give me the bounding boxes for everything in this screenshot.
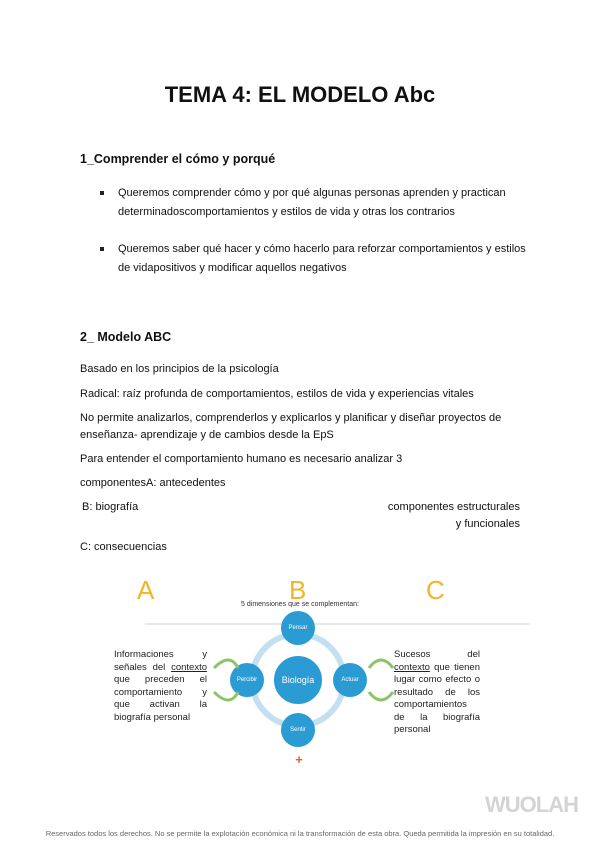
bullet-text: Queremos comprender cómo y por qué algunas personas aprenden y practican determinadoscomportamientos y estilos de vida y otras los contrarios bbox=[118, 187, 506, 218]
paragraph: Radical: raíz profunda de comportamientos, estilos de vida y experiencias vitales bbox=[80, 388, 474, 400]
plus-icon: + bbox=[295, 752, 303, 767]
section1-heading: 1_Comprender el cómo y porqué bbox=[80, 152, 276, 166]
footer-notice: Reservados todos los derechos. No se permite la explotación económica ni la transformación de esta obra. Queda permitida la impresión en su totalidad. bbox=[45, 829, 555, 838]
bullet-square-icon bbox=[100, 247, 104, 251]
letter-b: B bbox=[289, 575, 307, 605]
paragraph-c: C: consecuencias bbox=[80, 541, 167, 553]
node-bottom-label: Sentir bbox=[290, 727, 306, 733]
left-text-part: Informaciones y señales del bbox=[114, 649, 207, 673]
paragraph-b: B: biografía bbox=[82, 501, 139, 513]
node-left-label: Percibir bbox=[236, 677, 258, 683]
node-top-label: Pensar bbox=[288, 625, 308, 631]
antecedents-text bbox=[114, 649, 207, 724]
paragraph: Para entender el comportamiento humano es necesario analizar 3 bbox=[80, 453, 403, 465]
consequences-text bbox=[394, 649, 480, 737]
right-note-line: componentes estructurales bbox=[387, 501, 520, 513]
right-text-part: que tienen lugar como efecto o resultado de los comportamientos de la biografía personal bbox=[394, 661, 480, 735]
page-title: TEMA 4: EL MODELO Abc bbox=[164, 82, 436, 107]
right-note bbox=[330, 499, 520, 533]
paragraph: No permite analizarlos, comprenderlos y explicarlos y planificar y diseñar proyectos de enseñanza- aprendizaje y de cambios desde la EpS bbox=[80, 412, 502, 441]
right-text-part: Sucesos del bbox=[394, 649, 480, 660]
arrow-icon bbox=[369, 692, 393, 700]
list-item bbox=[100, 240, 540, 278]
right-text-link: contexto bbox=[394, 661, 430, 673]
diagram-subtitle: 5 dimensiones que se complementan: bbox=[241, 601, 359, 608]
center-label: Biología bbox=[281, 675, 315, 685]
letter-a: A bbox=[137, 575, 155, 605]
paragraph: componentesA: antecedentes bbox=[80, 477, 226, 489]
arrow-icon bbox=[369, 660, 393, 668]
right-note-line: y funcionales bbox=[455, 518, 520, 530]
bullet-square-icon bbox=[100, 191, 104, 195]
bullet-text: Queremos saber qué hacer y cómo hacerlo para reforzar comportamientos y estilos de vidapositivos y modificar aquellos negativos bbox=[118, 243, 526, 274]
node-right-label: Actuar bbox=[341, 677, 359, 683]
left-text-part: que preceden el comportamiento y que activan la biografía personal bbox=[114, 674, 207, 723]
left-text-link: contexto bbox=[171, 661, 207, 673]
wuolah-logo: WUOLAH bbox=[485, 792, 578, 817]
letter-c: C bbox=[426, 575, 445, 605]
paragraph: Basado en los principios de la psicología bbox=[80, 363, 279, 375]
section2-heading: 2_ Modelo ABC bbox=[80, 330, 172, 344]
list-item bbox=[100, 184, 540, 222]
arrow-icon bbox=[214, 660, 238, 668]
arrow-icon bbox=[214, 692, 238, 700]
